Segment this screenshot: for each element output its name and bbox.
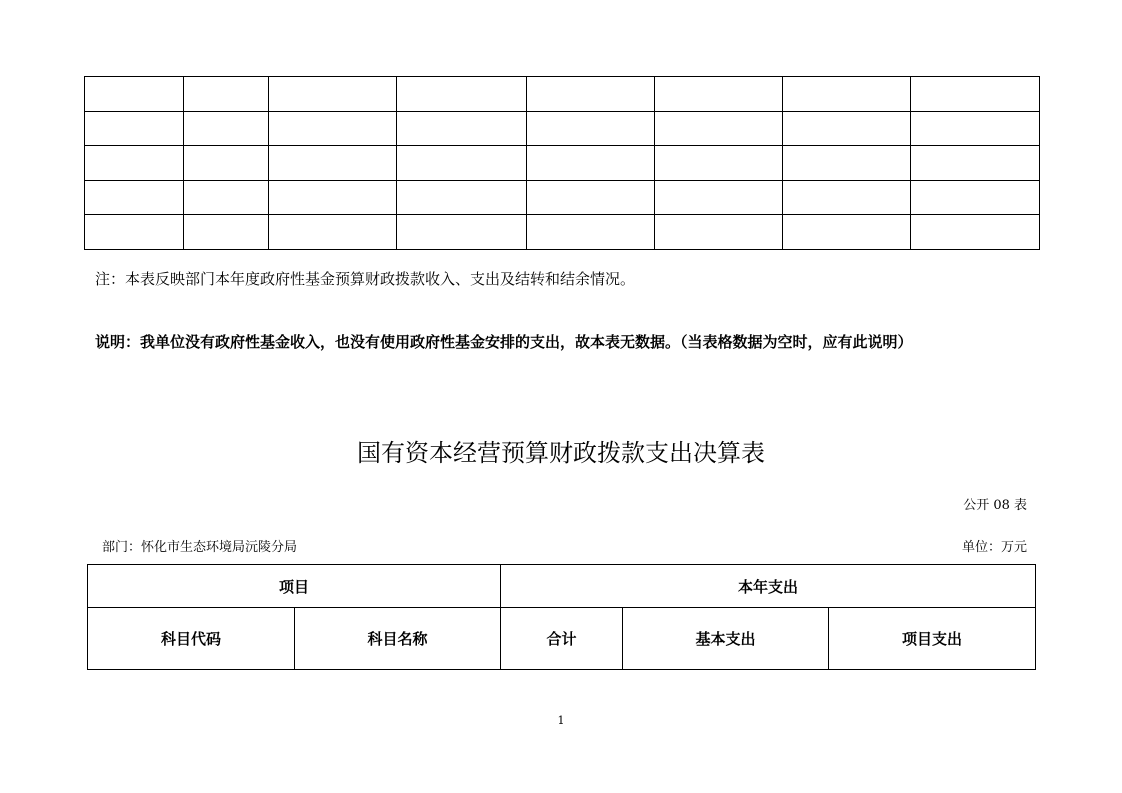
empty-fund-table-body [85,77,1040,250]
table-cell [269,111,397,146]
table-cell [397,146,527,181]
empty-fund-table [84,76,1040,250]
report-title: 国有资本经营预算财政拨款支出决算表 [357,439,765,467]
table-cell [527,215,655,250]
table-cell [397,215,527,250]
table-cell [783,77,911,112]
table-cell [397,180,527,215]
table-cell [655,111,783,146]
table-cell [783,215,911,250]
table-cell [269,77,397,112]
header-row-1 [88,565,1036,608]
table-row [85,111,1040,146]
table-cell [184,111,269,146]
table-cell [527,111,655,146]
table-cell [269,180,397,215]
table-cell [397,111,527,146]
table-cell [184,215,269,250]
table-cell [527,146,655,181]
col-project-expenditure: 项目支出 [829,608,1036,670]
table-cell [527,180,655,215]
report-code: 公开 08 表 [963,498,1027,513]
table-cell [269,146,397,181]
header-row-2 [88,608,1036,670]
col-subject-code: 科目代码 [88,608,295,670]
table-cell [655,215,783,250]
table-cell [527,77,655,112]
department-label: 部门：怀化市生态环境局沅陵分局 [102,540,298,555]
table-cell [184,146,269,181]
col-basic-expenditure: 基本支出 [623,608,829,670]
table-cell [783,180,911,215]
table-cell [655,180,783,215]
col-subject-name: 科目名称 [295,608,501,670]
table-cell [184,77,269,112]
table-cell [85,111,184,146]
table-row [85,146,1040,181]
no-data-explanation: 说明：我单位没有政府性基金收入，也没有使用政府性基金安排的支出，故本表无数据。（当表格数据为空时，应有此说明） [95,333,913,351]
table-cell [655,77,783,112]
header-current-year-expenditure: 本年支出 [501,565,1036,608]
table-cell [85,215,184,250]
table-cell [85,146,184,181]
table-cell [85,180,184,215]
unit-label: 单位：万元 [961,540,1027,555]
table-cell [85,77,184,112]
table-cell [269,215,397,250]
col-total: 合计 [501,608,623,670]
table-cell [911,215,1040,250]
table-cell [655,146,783,181]
table-row [85,77,1040,112]
table-row [85,215,1040,250]
table-note: 注：本表反映部门本年度政府性基金预算财政拨款收入、支出及结转和结余情况。 [95,270,636,288]
table-row [85,180,1040,215]
table-cell [911,77,1040,112]
table-cell [783,146,911,181]
table-cell [911,180,1040,215]
table-cell [911,146,1040,181]
header-project: 项目 [88,565,501,608]
table-cell [911,111,1040,146]
table-cell [397,77,527,112]
table-cell [783,111,911,146]
table-cell [184,180,269,215]
expenditure-table [87,564,1036,670]
page-number: 1 [557,714,565,727]
